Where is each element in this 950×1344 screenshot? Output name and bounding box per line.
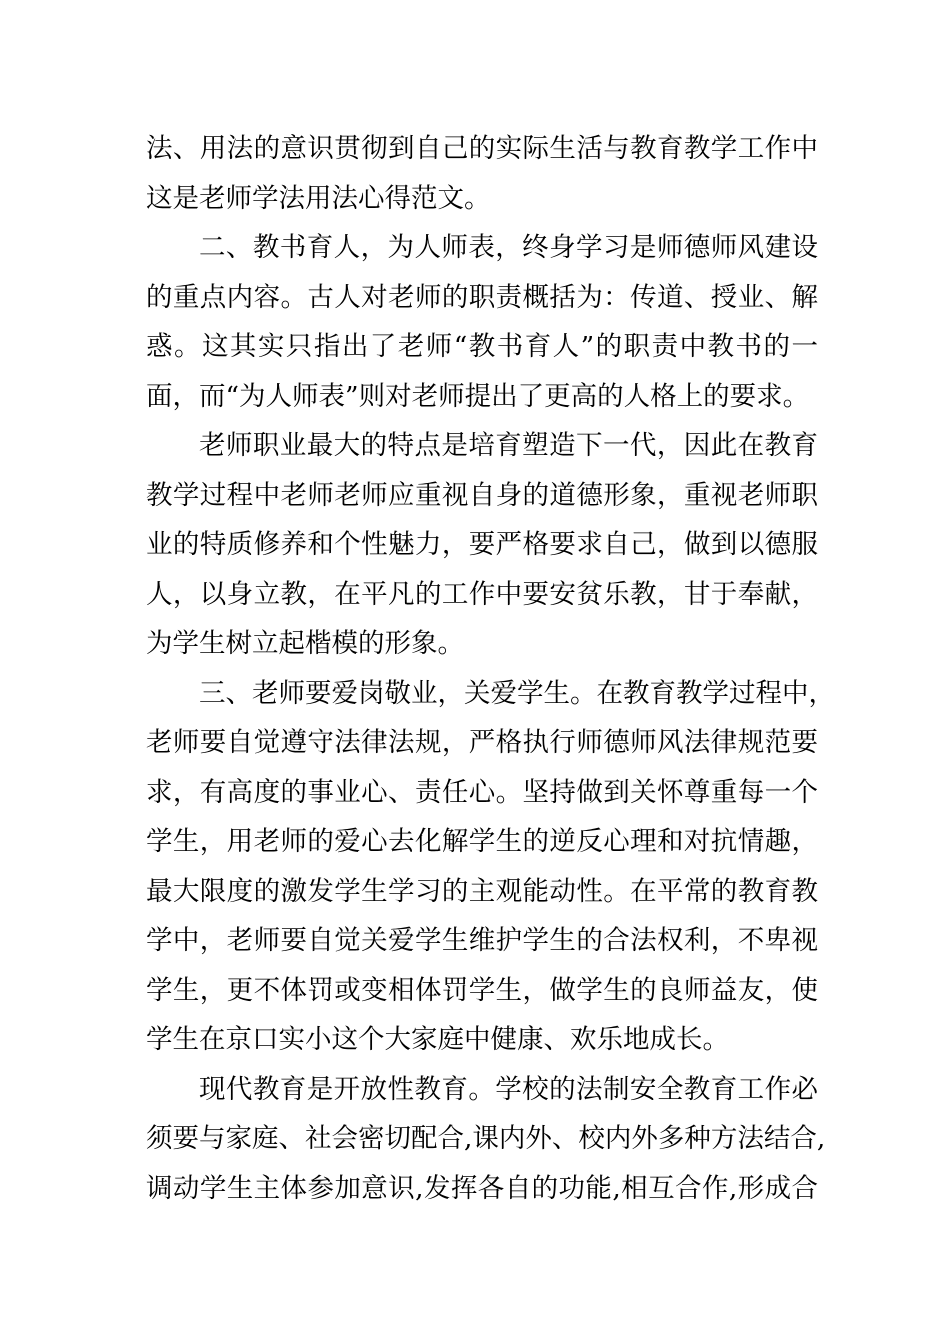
text-line: 人，以身立教，在平凡的工作中要安贫乐教，甘于奉献， bbox=[146, 578, 818, 610]
paragraph bbox=[146, 669, 835, 1065]
text-line: 老师要自觉遵守法律法规，严格执行师德师风法律规范要 bbox=[146, 727, 818, 758]
paragraph bbox=[146, 223, 818, 421]
paragraph bbox=[146, 421, 818, 669]
text-line: 三、老师要爱岗敬业，关爱学生。在教育教学过程中， bbox=[199, 677, 835, 709]
text-line: 须要与家庭、社会密切配合,课内外、校内外多种方法结合, bbox=[146, 1123, 826, 1154]
text-line: 学生在京口实小这个大家庭中健康、欢乐地成长。 bbox=[146, 1024, 729, 1055]
text-line: 为学生树立起楷模的形象。 bbox=[146, 628, 464, 659]
text-line: 最大限度的激发学生学习的主观能动性。在平常的教育教 bbox=[146, 875, 818, 907]
text-line: 老师职业最大的特点是培育塑造下一代，因此在教育 bbox=[199, 430, 818, 461]
text-line: 学中，老师要自觉关爱学生维护学生的合法权利，不卑视 bbox=[146, 925, 818, 956]
text-line: 求，有高度的事业心、责任心。坚持做到关怀尊重每一个 bbox=[146, 776, 818, 808]
text-line: 学生，用老师的爱心去化解学生的逆反心理和对抗情趣， bbox=[146, 826, 818, 857]
paragraph bbox=[146, 124, 818, 223]
text-line: 惑。这其实只指出了老师“教书育人”的职责中教书的一 bbox=[146, 331, 818, 362]
text-line: 这是老师学法用法心得范文。 bbox=[146, 182, 491, 214]
text-line: 教学过程中老师老师应重视自身的道德形象，重视老师职 bbox=[146, 479, 818, 511]
text-line: 的重点内容。古人对老师的职责概括为：传道、授业、解 bbox=[146, 281, 818, 313]
text-line: 学生，更不体罚或变相体罚学生，做学生的良师益友，使 bbox=[146, 974, 818, 1006]
document-body bbox=[146, 124, 835, 1213]
text-line: 面，而“为人师表”则对老师提出了更高的人格上的要求。 bbox=[146, 380, 810, 412]
paragraph bbox=[146, 1065, 826, 1214]
text-line: 二、教书育人，为人师表，终身学习是师德师风建设 bbox=[199, 232, 818, 263]
text-line: 业的特质修养和个性魅力，要严格要求自己，做到以德服 bbox=[146, 529, 818, 560]
text-line: 现代教育是开放性教育。学校的法制安全教育工作必 bbox=[199, 1073, 818, 1105]
text-line: 调动学生主体参加意识,发挥各自的功能,相互合作,形成合 bbox=[146, 1172, 818, 1204]
text-line: 法、用法的意识贯彻到自己的实际生活与教育教学工作中 bbox=[146, 133, 818, 164]
